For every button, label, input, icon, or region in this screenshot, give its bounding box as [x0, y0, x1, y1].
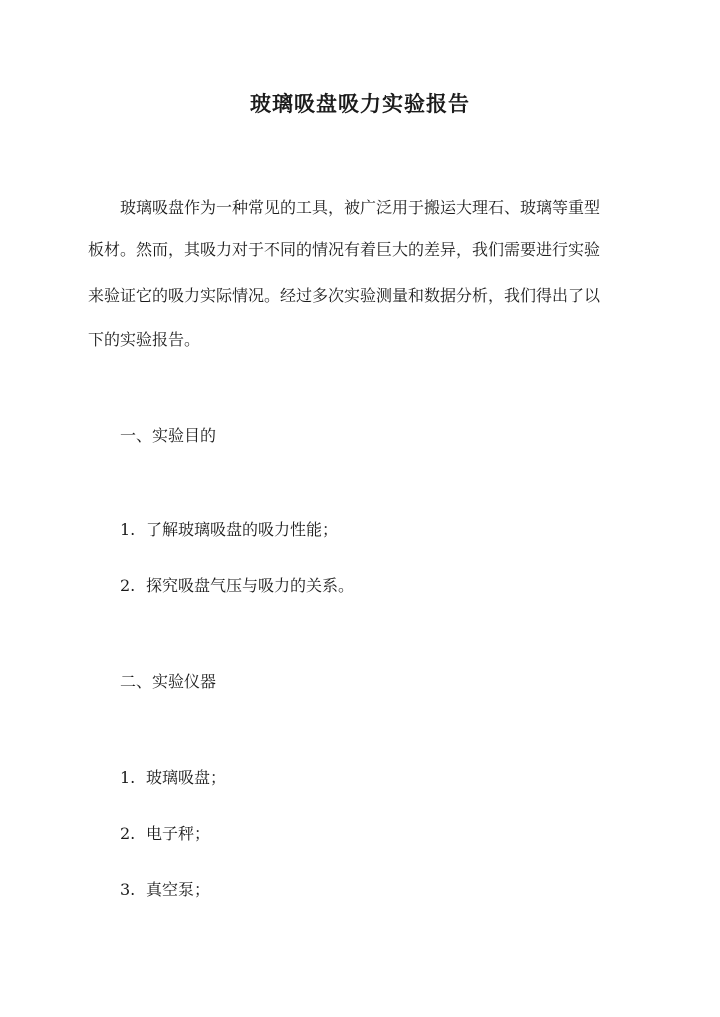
list-item [120, 574, 354, 598]
list-item [120, 822, 210, 846]
intro-line: 玻璃吸盘作为一种常见的工具，被广泛用于搬运大理石、玻璃等重型 [120, 198, 601, 217]
section-heading-purpose: 一、实验目的 [120, 426, 217, 445]
list-item-text: 探究吸盘气压与吸力的关系。 [146, 576, 355, 595]
list-item-text: 了解玻璃吸盘的吸力性能； [146, 520, 339, 539]
list-item-text: 真空泵； [146, 880, 211, 899]
intro-line: 来验证它的吸力实际情况。经过多次实验测量和数据分析，我们得出了以 [88, 286, 601, 305]
section-heading-instruments: 二、实验仪器 [120, 672, 217, 691]
list-item-number: 3. [120, 880, 136, 899]
page-title: 玻璃吸盘吸力实验报告 [250, 91, 470, 116]
list-item [120, 518, 338, 542]
list-item-text: 电子秤； [146, 824, 211, 843]
list-item [120, 766, 226, 790]
intro-line: 板材。然而，其吸力对于不同的情况有着巨大的差异，我们需要进行实验 [88, 240, 601, 259]
intro-line: 下的实验报告。 [88, 330, 201, 349]
list-item-number: 2. [120, 824, 136, 843]
list-item-number: 2. [120, 576, 136, 595]
list-item-number: 1. [120, 520, 136, 539]
list-item [120, 878, 210, 902]
list-item-number: 1. [120, 768, 136, 787]
list-item-text: 玻璃吸盘； [146, 768, 227, 787]
